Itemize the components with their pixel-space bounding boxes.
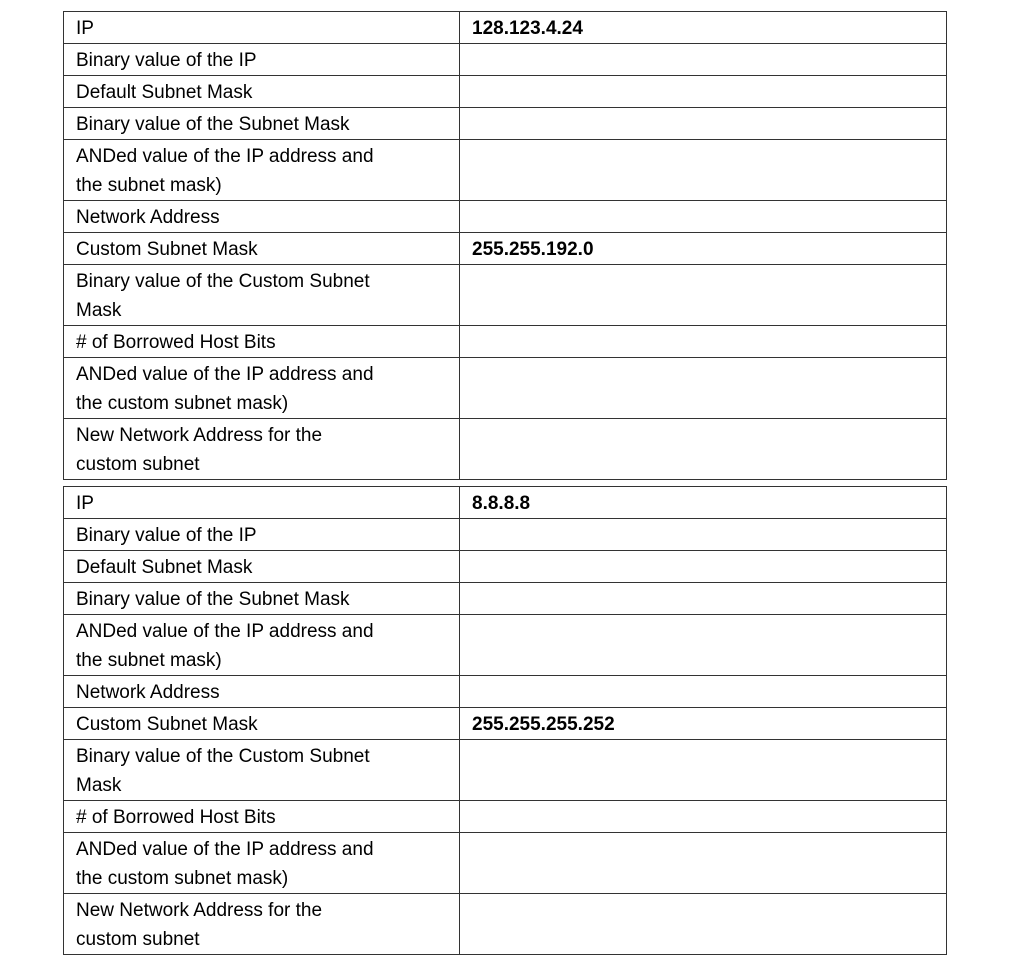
row-value-cell[interactable] [460,265,947,326]
row-label: Network Address [64,676,460,708]
table-row-custom-subnet-mask [64,708,947,740]
row-value-cell[interactable] [460,44,947,76]
row-value-cell[interactable] [460,326,947,358]
table-row-default-subnet-mask [64,551,947,583]
subnet-table-2 [63,486,947,955]
row-label: ANDed value of the IP address and the subnet mask) [64,615,460,676]
row-value-cell[interactable] [460,201,947,233]
row-label: # of Borrowed Host Bits [64,801,460,833]
row-value-cell[interactable]: 8.8.8.8 [460,487,947,519]
table-row-binary-custom-subnet-mask [64,740,947,801]
row-label: IP [64,487,460,519]
row-value-cell[interactable]: 255.255.255.252 [460,708,947,740]
row-label: Custom Subnet Mask [64,708,460,740]
table-row-default-subnet-mask [64,76,947,108]
row-value-cell[interactable] [460,801,947,833]
table-row-anded-custom-value [64,358,947,419]
table-row-new-network-address [64,894,947,955]
table-row-anded-value [64,615,947,676]
row-label: Custom Subnet Mask [64,233,460,265]
table-row-new-network-address [64,419,947,480]
table-row-borrowed-host-bits [64,326,947,358]
row-value-cell[interactable] [460,140,947,201]
row-value-cell[interactable] [460,583,947,615]
row-label: Binary value of the Subnet Mask [64,108,460,140]
table-row-network-address [64,201,947,233]
row-value-cell[interactable] [460,76,947,108]
row-label: ANDed value of the IP address and the custom subnet mask) [64,358,460,419]
table-row-custom-subnet-mask [64,233,947,265]
row-value-cell[interactable] [460,615,947,676]
row-value-cell[interactable] [460,108,947,140]
row-value-cell[interactable] [460,740,947,801]
table-row-network-address [64,676,947,708]
table-row-ip [64,487,947,519]
row-label: Default Subnet Mask [64,76,460,108]
row-label: Default Subnet Mask [64,551,460,583]
table-row-anded-custom-value [64,833,947,894]
row-label: Binary value of the Custom Subnet Mask [64,265,460,326]
row-label: New Network Address for the custom subnet [64,894,460,955]
table-row-borrowed-host-bits [64,801,947,833]
row-value-cell[interactable] [460,551,947,583]
row-label: # of Borrowed Host Bits [64,326,460,358]
row-label: Binary value of the Custom Subnet Mask [64,740,460,801]
row-value-cell[interactable]: 255.255.192.0 [460,233,947,265]
row-value-cell[interactable] [460,894,947,955]
row-label: ANDed value of the IP address and the custom subnet mask) [64,833,460,894]
row-value-cell[interactable] [460,519,947,551]
table-row-binary-custom-subnet-mask [64,265,947,326]
row-label: Network Address [64,201,460,233]
row-label: IP [64,12,460,44]
table-row-ip [64,12,947,44]
row-value-cell[interactable] [460,833,947,894]
row-value-cell[interactable] [460,676,947,708]
row-label: Binary value of the IP [64,44,460,76]
row-label: ANDed value of the IP address and the subnet mask) [64,140,460,201]
row-value-cell[interactable]: 128.123.4.24 [460,12,947,44]
row-label: Binary value of the Subnet Mask [64,583,460,615]
row-value-cell[interactable] [460,358,947,419]
row-label: Binary value of the IP [64,519,460,551]
table-row-binary-ip [64,44,947,76]
table-row-binary-ip [64,519,947,551]
row-value-cell[interactable] [460,419,947,480]
table-row-binary-subnet-mask [64,583,947,615]
table-row-anded-value [64,140,947,201]
table-row-binary-subnet-mask [64,108,947,140]
row-label: New Network Address for the custom subnet [64,419,460,480]
subnet-table-1 [63,11,947,480]
